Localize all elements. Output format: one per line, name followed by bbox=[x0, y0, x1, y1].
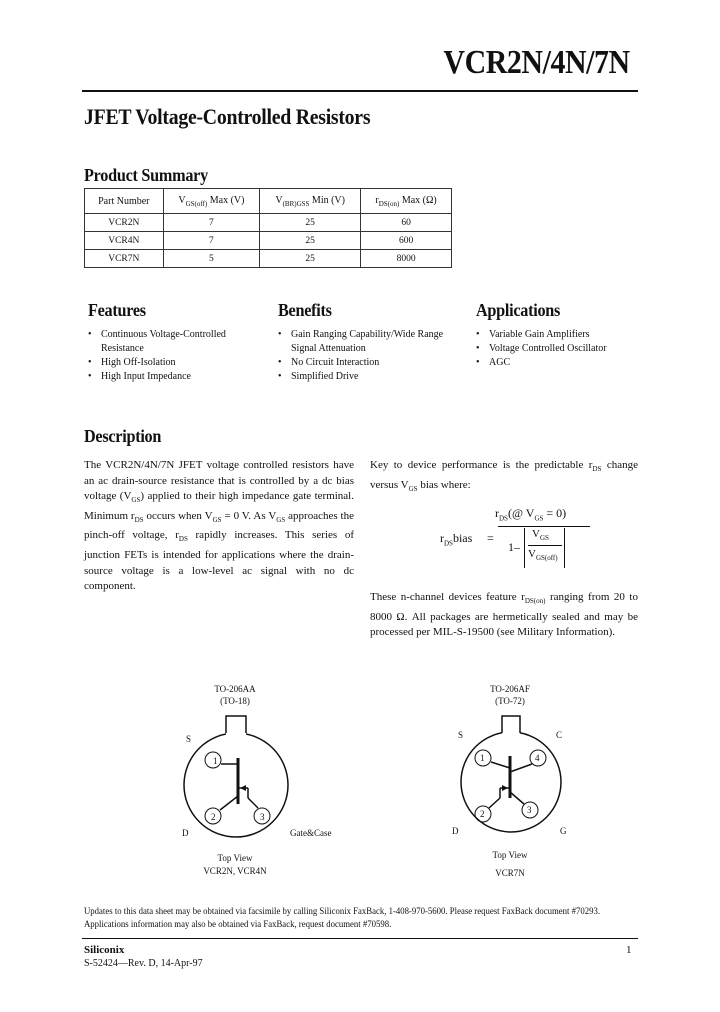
list-item: • Variable Gain Amplifiers bbox=[476, 328, 646, 342]
list-item: • Voltage Controlled Oscillator bbox=[476, 342, 646, 356]
faxback-note-1: Updates to this data sheet may be obtained via facsimile by calling Siliconix FaxBack, 1-408-970-5600. Please request FaxBack document #70293. bbox=[84, 907, 601, 917]
right-label-d: D bbox=[452, 826, 459, 836]
col-rds-on: $r_{DS(on)}$ Max (Ω) bbox=[361, 189, 452, 214]
document-number: S-52424—Rev. D, 14-Apr-97 bbox=[84, 958, 203, 969]
list-item: • High Input Impedance bbox=[88, 370, 258, 384]
benefits-heading: Benefits bbox=[278, 300, 332, 320]
description-right-paragraph: Key to device performance is the predictable $r_{DS}$ change versus $V_{GS}$ bias where: bbox=[370, 459, 638, 493]
right-label-g: G bbox=[560, 826, 567, 836]
left-parts: VCR2N, VCR4N bbox=[203, 866, 267, 876]
right-label-s: S bbox=[458, 730, 464, 740]
left-label-s: S bbox=[186, 734, 192, 744]
right-parts: VCR7N bbox=[495, 868, 525, 878]
applications-heading: Applications bbox=[476, 300, 561, 320]
col-part-number: Part Number bbox=[85, 189, 164, 214]
company-name: Siliconix bbox=[84, 944, 125, 956]
right-package-name: TO-206AF bbox=[490, 684, 530, 694]
list-item: • Simplified Drive bbox=[278, 370, 463, 384]
right-pin-3: 3 bbox=[527, 805, 532, 815]
abs-bar-left bbox=[524, 528, 525, 568]
inner-fraction-bar bbox=[528, 545, 562, 546]
left-label-d: D bbox=[182, 828, 189, 838]
left-pin-3: 3 bbox=[260, 812, 265, 822]
table-row: VCR7N 5 25 8000 bbox=[85, 250, 452, 268]
faxback-note-2: Applications information may also be obtained via FaxBack, request document #70598. bbox=[84, 920, 392, 930]
features-heading: Features bbox=[88, 300, 146, 320]
right-pin-4: 4 bbox=[535, 753, 540, 763]
list-item: • Continuous Voltage-Controlled Resistance bbox=[88, 328, 258, 356]
list-item: • High Off-Isolation bbox=[88, 356, 258, 370]
left-package-diagram bbox=[176, 708, 296, 852]
equation-equals: = bbox=[487, 531, 494, 545]
table-row: VCR4N 7 25 600 bbox=[85, 232, 452, 250]
product-summary-heading: Product Summary bbox=[84, 165, 208, 185]
col-vgs-off: $V_{GS(off)}$ Max (V) bbox=[163, 189, 260, 214]
footer-rule bbox=[82, 938, 638, 939]
equation-fraction-bar bbox=[498, 526, 590, 527]
left-package-alt: (TO-18) bbox=[220, 696, 250, 706]
list-item: • No Circuit Interaction bbox=[278, 356, 463, 370]
right-top-view: Top View bbox=[492, 850, 528, 860]
fraction-bottom: $V_{GS(off)}$ bbox=[528, 548, 558, 563]
left-pin-1: 1 bbox=[213, 756, 218, 766]
right-package-diagram bbox=[448, 706, 574, 846]
abs-bar-right bbox=[564, 528, 565, 568]
benefits-list bbox=[278, 328, 463, 384]
right-pin-2: 2 bbox=[480, 809, 485, 819]
right-package-alt: (TO-72) bbox=[495, 696, 525, 706]
applications-list bbox=[476, 328, 646, 370]
page-title: JFET Voltage-Controlled Resistors bbox=[84, 104, 371, 129]
col-vbr-gss: $V_{(BR)GSS}$ Min (V) bbox=[260, 189, 361, 214]
left-label-gate-case: Gate&Case bbox=[290, 828, 332, 838]
equation-numerator: $r_{DS}(@$ $V_{GS} = 0$) bbox=[495, 506, 567, 523]
rds-bias-equation bbox=[440, 500, 640, 576]
left-package-name: TO-206AA bbox=[214, 684, 256, 694]
table-header-row bbox=[85, 189, 452, 214]
features-list bbox=[88, 328, 258, 384]
list-item: • Gain Ranging Capability/Wide Range Signal Attenuation bbox=[278, 328, 463, 356]
part-number-title: VCR2N/4N/7N bbox=[443, 44, 630, 81]
header-rule bbox=[82, 90, 638, 92]
description-left-paragraph: The VCR2N/4N/7N JFET voltage controlled resistors have an ac drain-source resistance that is controlled by a dc bias voltage $(V_{GS})$ applied to their high impedance gate terminal. Minimum $r_{DS}$ occurs when $V_{GS} = 0$ V. As $V_{GS}$ approaches the pinch-off voltage, $r_{DS}$ rapidly increases. This series of junction FETs is intended for applications where the drain-source voltage is a low-level ac signal with no dc component. bbox=[84, 459, 354, 593]
left-pin-2: 2 bbox=[211, 812, 216, 822]
equation-one-minus: 1– bbox=[508, 540, 520, 554]
description-right-paragraph-2: These n-channel devices feature $r_{DS(on)}$ ranging from 20 to 8000 Ω. All packages are hermetically sealed and may be processed per MIL-S-19500 (see Military Information). bbox=[370, 591, 638, 639]
right-pin-1: 1 bbox=[480, 753, 485, 763]
right-label-c: C bbox=[556, 730, 563, 740]
left-top-view: Top View bbox=[217, 853, 253, 863]
product-summary-table bbox=[84, 188, 452, 268]
equation-lhs: $r_{DS}bias$ bbox=[440, 531, 473, 548]
fraction-top: $V_{GS}$ bbox=[532, 528, 549, 543]
description-heading: Description bbox=[84, 426, 162, 446]
list-item: • AGC bbox=[476, 356, 646, 370]
page-number: 1 bbox=[626, 944, 632, 956]
table-row: VCR2N 7 25 60 bbox=[85, 214, 452, 232]
